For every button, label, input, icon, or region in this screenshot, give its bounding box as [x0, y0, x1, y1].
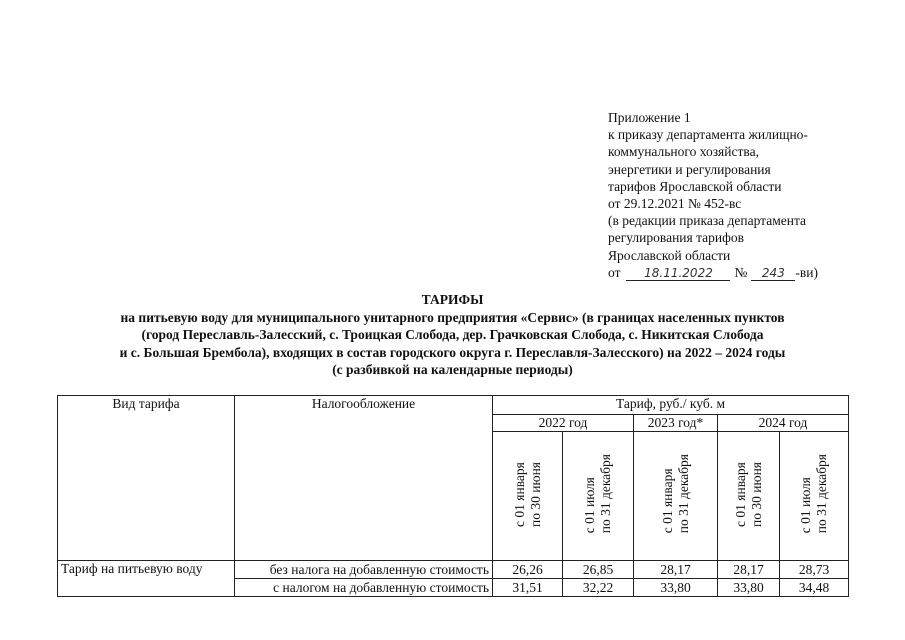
- period-from: с 01 июля: [798, 477, 813, 534]
- period-from: с 01 января: [659, 468, 675, 534]
- title-line: (с разбивкой на календарные периоды): [332, 362, 573, 377]
- header-tariff-type: Вид тарифа: [58, 396, 235, 561]
- period-from: с 01 июля: [582, 477, 597, 534]
- annex-line: коммунального хозяйства,: [608, 144, 759, 160]
- amendment-prefix: от: [608, 264, 621, 280]
- period-to: по 31 декабря: [675, 454, 691, 534]
- annex-line: от 29.12.2021 № 452-вс: [608, 196, 742, 212]
- taxation-cell: без налога на добавленную стоимость: [235, 561, 493, 579]
- annex-line: энергетики и регулирования: [608, 161, 771, 177]
- document-title: [50, 291, 855, 379]
- tariff-value: 34,48: [780, 579, 849, 597]
- title-line: и с. Большая Брембола), входящих в состав городского округа г. Переславля-Залесского) на 2022 – 2024 годы: [119, 344, 786, 360]
- title-heading: ТАРИФЫ: [421, 292, 484, 307]
- header-year-2023: 2023 год*: [634, 415, 718, 432]
- period-from: с 01 января: [511, 461, 527, 527]
- amendment-number-handwritten: 243: [751, 266, 795, 281]
- title-line: (город Переславль-Залесский, с. Троицкая Слобода, дер. Грачковская Слобода, с. Никитская Слобода: [141, 327, 764, 342]
- amendment-date-handwritten: 18.11.2022: [626, 266, 730, 281]
- header-period: [718, 432, 780, 561]
- period-to: по 31 декабря: [814, 454, 829, 534]
- annex-line: регулирования тарифов: [608, 230, 745, 246]
- header-period: [634, 432, 718, 561]
- table-row: [58, 561, 849, 579]
- annex-line: (в редакции приказа департамента: [608, 213, 807, 229]
- header-period: [493, 432, 563, 561]
- header-period: [563, 432, 634, 561]
- annex-line: Ярославской области: [608, 247, 731, 263]
- header-taxation: Налогообложение: [235, 396, 493, 561]
- tariff-value: 32,22: [563, 579, 634, 597]
- tariff-value: 28,17: [718, 561, 780, 579]
- tariff-value: 33,80: [634, 579, 718, 597]
- period-to: по 31 декабря: [598, 454, 613, 534]
- period-to: по 30 июня: [527, 461, 543, 527]
- amendment-number-label: №: [734, 264, 748, 280]
- header-period: [780, 432, 849, 561]
- header-year-2022: 2022 год: [493, 415, 634, 432]
- tariff-value: 26,26: [493, 561, 563, 579]
- header-tariff-unit: Тариф, руб./ куб. м: [493, 396, 849, 415]
- tariff-value: 28,73: [780, 561, 849, 579]
- title-line: на питьевую воду для муниципального унитарного предприятия «Сервис» (в границах населенных пунктов: [120, 309, 785, 325]
- period-from: с 01 января: [732, 461, 748, 527]
- header-year-2024: 2024 год: [718, 415, 849, 432]
- tariff-value: 26,85: [563, 561, 634, 579]
- tariff-value: 33,80: [718, 579, 780, 597]
- taxation-cell: с налогом на добавленную стоимость: [235, 579, 493, 597]
- tariff-value: 28,17: [634, 561, 718, 579]
- annex-line: Приложение 1: [608, 110, 691, 125]
- period-to: по 30 июня: [748, 461, 764, 527]
- tariff-table: [57, 395, 849, 597]
- amendment-suffix: -ви): [795, 264, 818, 280]
- annex-block: [608, 109, 898, 281]
- tariff-value: 31,51: [493, 579, 563, 597]
- annex-line: тарифов Ярославской области: [608, 178, 782, 194]
- annex-amendment-line: [608, 264, 898, 281]
- tariff-name: Тариф на питьевую воду: [58, 561, 235, 597]
- annex-line: к приказу департамента жилищно-: [608, 127, 808, 143]
